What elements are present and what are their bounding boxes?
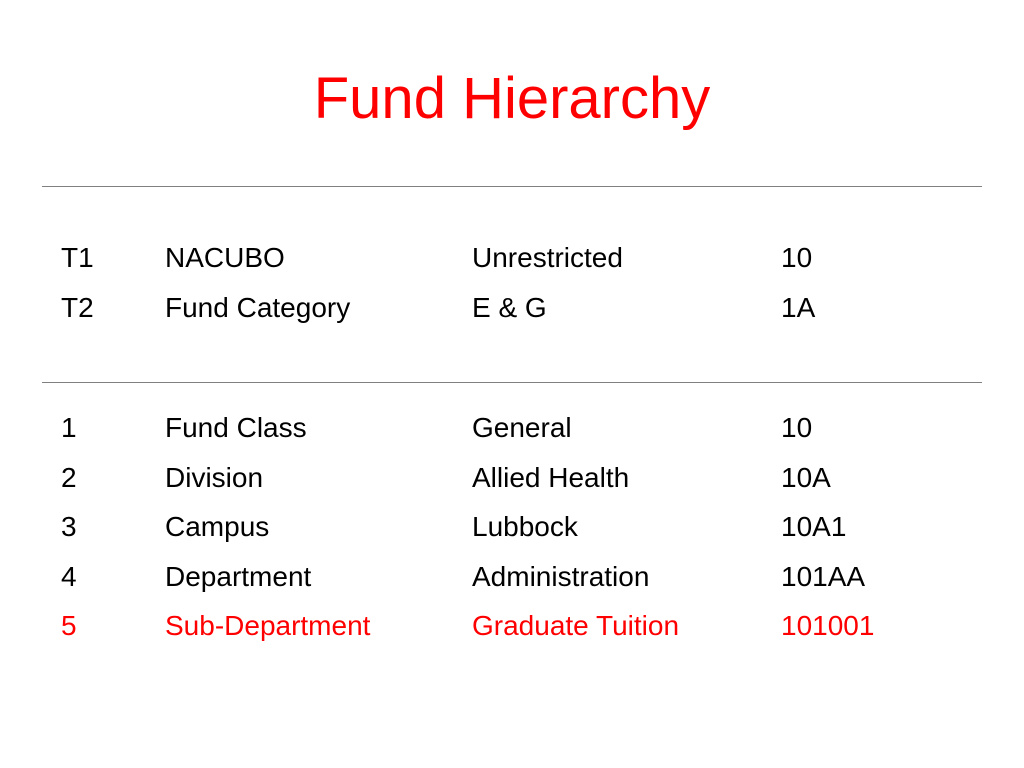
name-cell: Campus xyxy=(165,511,270,542)
table-row xyxy=(0,502,1024,552)
code-cell: 10A xyxy=(781,461,831,493)
level-cell: 2 xyxy=(61,461,77,493)
value-cell: Allied Health xyxy=(472,461,630,493)
code-cell: 101001 xyxy=(781,610,875,641)
name-cell: Fund Category xyxy=(165,291,351,323)
code-cell: 10 xyxy=(781,242,813,273)
top-divider xyxy=(42,186,982,187)
level-cell: 4 xyxy=(61,560,77,592)
name-cell: NACUBO xyxy=(165,242,285,273)
level-cell: 5 xyxy=(61,610,77,641)
value-cell: Graduate Tuition xyxy=(472,610,680,641)
table-row xyxy=(0,601,1024,651)
code-cell: 101AA xyxy=(781,560,866,592)
value-cell: Unrestricted xyxy=(472,242,623,273)
name-cell: Fund Class xyxy=(165,412,307,443)
name-cell: Division xyxy=(165,461,264,493)
name-cell: Sub-Department xyxy=(165,610,371,641)
slide-title: Fund Hierarchy xyxy=(313,66,711,131)
value-cell: Lubbock xyxy=(472,511,578,542)
table-row xyxy=(0,233,1024,283)
table-row xyxy=(0,283,1024,333)
middle-divider xyxy=(42,382,982,383)
level-cell: T1 xyxy=(61,242,94,273)
code-cell: 1A xyxy=(781,291,816,323)
table-row xyxy=(0,552,1024,602)
table-row xyxy=(0,403,1024,453)
level-cell: 3 xyxy=(61,511,77,542)
levels-table xyxy=(0,403,1024,651)
code-cell: 10A1 xyxy=(781,511,847,542)
value-cell: Administration xyxy=(472,560,650,592)
level-cell: T2 xyxy=(61,291,94,323)
name-cell: Department xyxy=(165,560,312,592)
value-cell: E & G xyxy=(472,291,547,323)
value-cell: General xyxy=(472,412,572,443)
tier-table xyxy=(0,233,1024,332)
table-row xyxy=(0,453,1024,503)
code-cell: 10 xyxy=(781,412,813,443)
level-cell: 1 xyxy=(61,412,77,443)
